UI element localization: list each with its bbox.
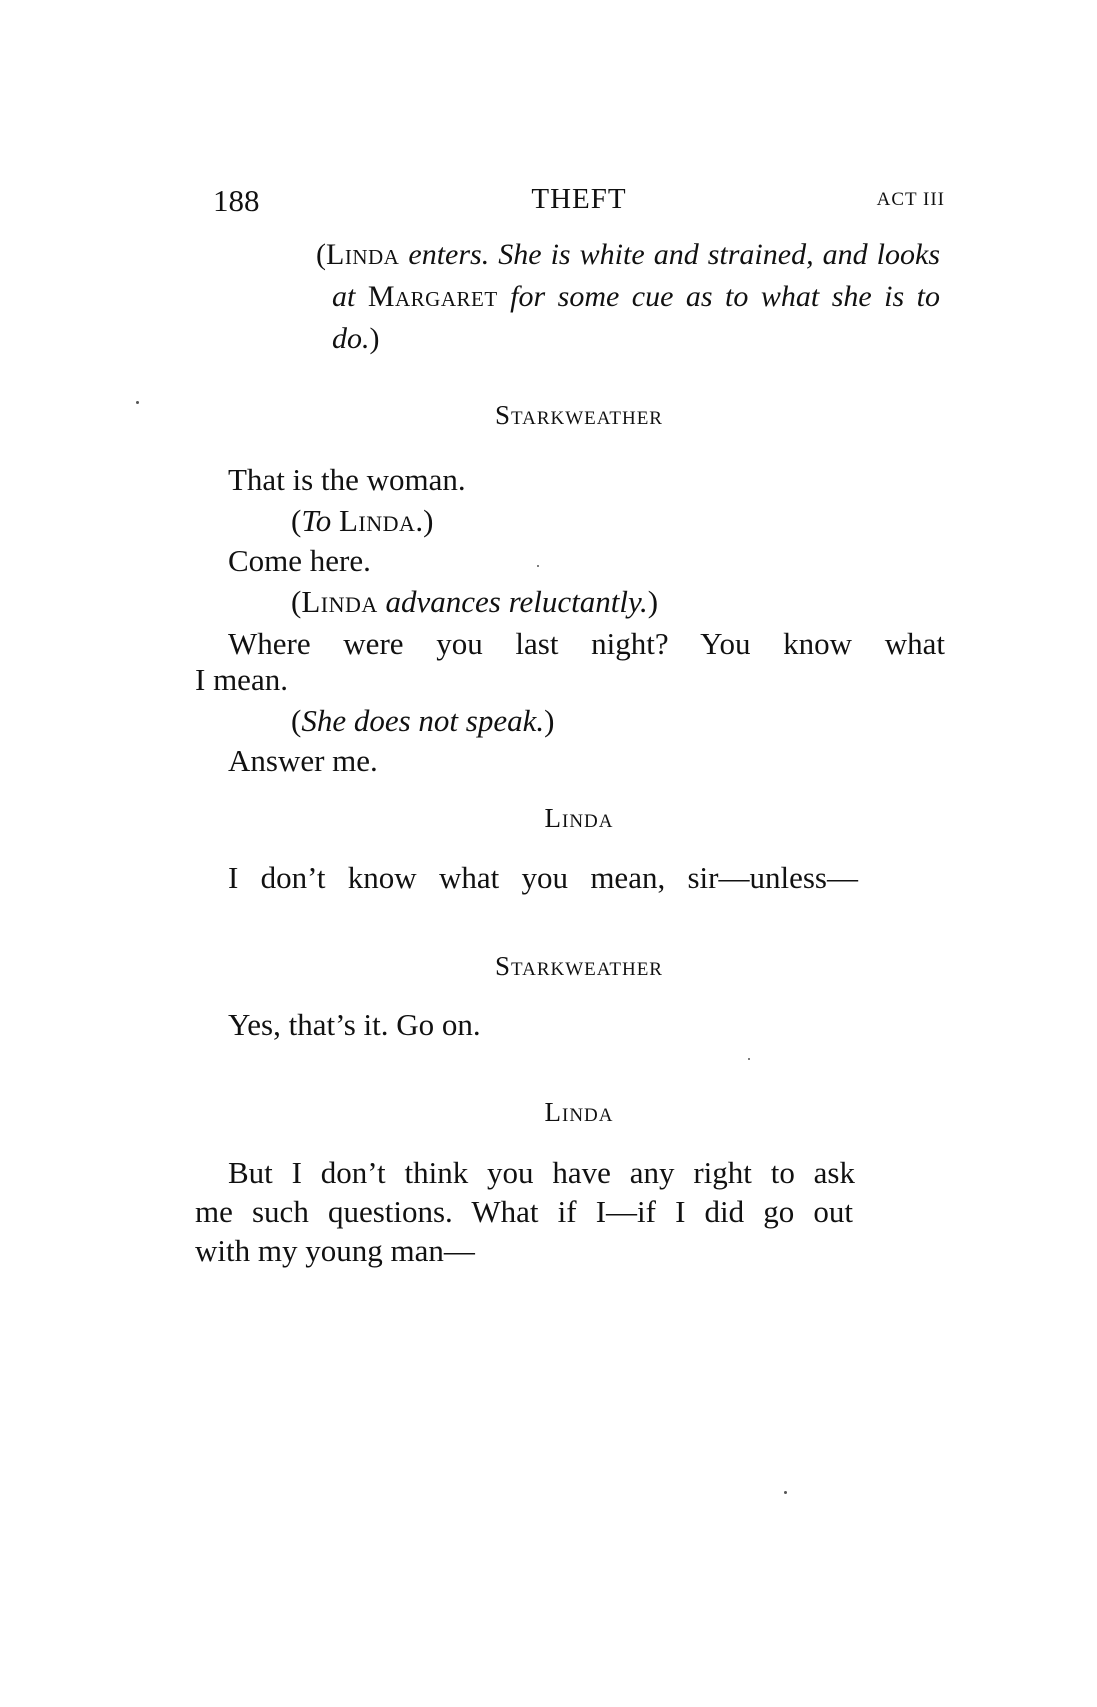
dialogue-line: Answer me. — [228, 743, 378, 778]
print-speck — [784, 1491, 787, 1494]
character-name: Linda — [326, 238, 400, 271]
dialogue-line: I don’t know what you mean, sir—unless— — [228, 860, 858, 895]
dialogue-line: Where were you last night? You know what — [228, 626, 945, 661]
dialogue-line: But I don’t think you have any right to ask — [228, 1155, 855, 1190]
dialogue-line: That is the woman. — [228, 462, 466, 497]
act-label: ACT III — [876, 189, 945, 210]
print-speck — [748, 1058, 750, 1060]
print-speck — [136, 401, 139, 404]
print-speck — [537, 565, 539, 567]
stage-direction: (Linda enters. She is white and strained, and looks at Margaret for some cue as to what she is to do.) — [316, 238, 940, 355]
speaker-heading: Linda — [544, 803, 614, 833]
stage-direction: (To Linda.) — [291, 503, 434, 538]
dialogue-line: me such questions. What if I—if I did go out — [195, 1194, 853, 1229]
character-name: Linda — [338, 503, 416, 538]
dialogue-paragraph — [213, 622, 945, 665]
speaker-heading: Starkweather — [495, 951, 663, 981]
character-name: Linda — [301, 584, 378, 619]
character-name: Margaret — [367, 280, 498, 313]
dialogue-line: Come here. — [228, 543, 371, 578]
dialogue-line: I mean. — [195, 662, 288, 697]
speaker-heading: Linda — [544, 1097, 614, 1127]
stage-direction: (She does not speak.) — [291, 703, 555, 738]
page-number: 188 — [213, 183, 260, 218]
page-header — [213, 183, 945, 223]
running-title: THEFT — [531, 183, 627, 215]
dialogue-line: with my young man— — [195, 1233, 475, 1268]
stage-direction: (Linda advances reluctantly.) — [291, 584, 659, 619]
dialogue-line: Yes, that’s it. Go on. — [228, 1007, 481, 1042]
speaker-heading: Starkweather — [495, 400, 663, 430]
